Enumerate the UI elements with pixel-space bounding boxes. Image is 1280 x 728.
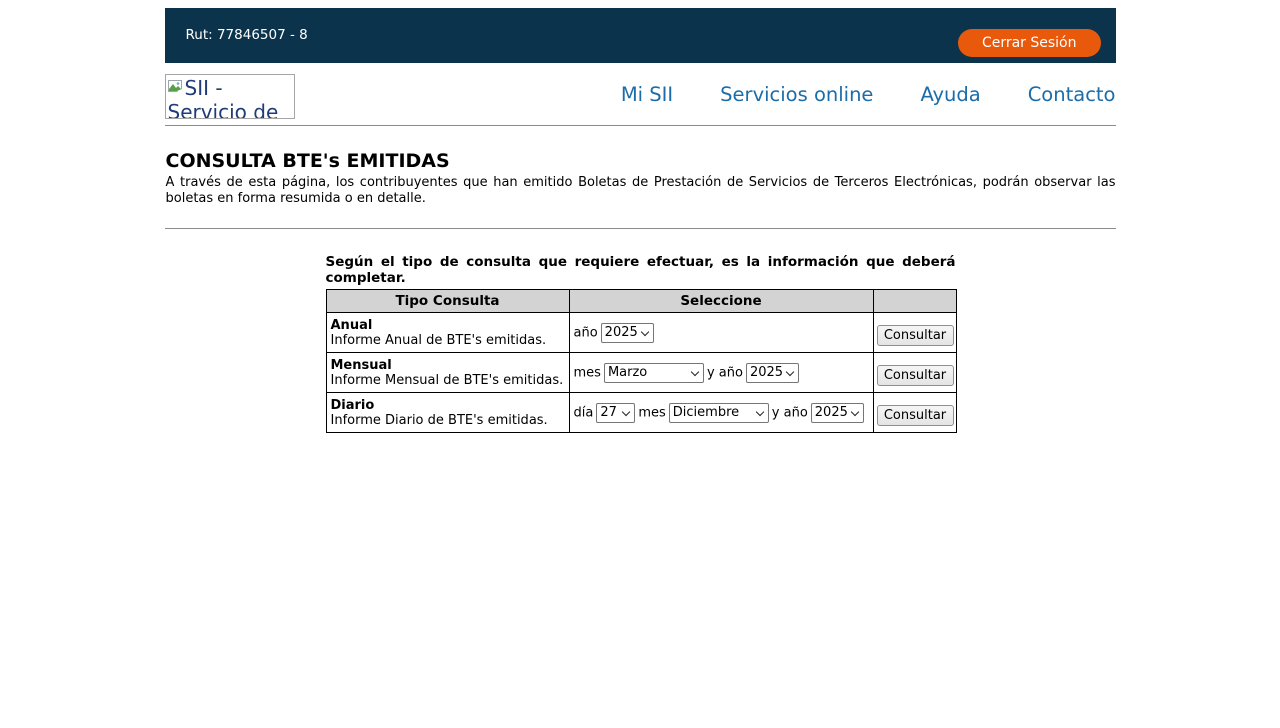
nav-link-contacto[interactable]: Contacto — [1027, 83, 1116, 106]
diario-type-cell — [326, 393, 569, 433]
mensual-type-label: Mensual — [330, 357, 392, 373]
diario-month-label: mes — [638, 405, 666, 420]
sii-logo-broken-image[interactable] — [165, 74, 295, 119]
nav-link-servicios-online[interactable]: Servicios online — [720, 83, 874, 106]
diario-day-label: día — [573, 405, 594, 420]
diario-month-select[interactable] — [669, 403, 769, 423]
anual-consultar-button[interactable]: Consultar — [877, 325, 954, 346]
mensual-select-cell — [569, 353, 873, 393]
anual-description: Informe Anual de BTE's emitidas. — [330, 332, 547, 348]
mensual-year-select[interactable] — [746, 363, 799, 383]
page-description: A través de esta página, los contribuyentes que han emitido Boletas de Prestación de Servicios de Terceros Electrónicas, podrán observar las boletas en forma resumida o en detalle. — [165, 175, 1116, 206]
diario-year-label: y año — [771, 405, 808, 420]
site-header — [165, 63, 1116, 125]
table-row-diario — [326, 393, 956, 433]
logout-button[interactable]: Cerrar Sesión — [958, 29, 1101, 57]
col-header-tipo-consulta: Tipo Consulta — [326, 290, 569, 313]
anual-year-label: año — [573, 325, 598, 340]
mensual-type-cell — [326, 353, 569, 393]
anual-type-cell — [326, 313, 569, 353]
logo-alt-text: SII - Servicio de — [167, 76, 279, 119]
rut-label: Rut: 77846507 - 8 — [185, 27, 308, 43]
page-container — [165, 8, 1116, 433]
col-header-seleccione: Seleccione — [569, 290, 873, 313]
diario-type-label: Diario — [330, 397, 375, 413]
diario-year-select[interactable] — [811, 403, 864, 423]
anual-button-cell — [873, 313, 956, 353]
consulta-section — [326, 255, 956, 433]
mensual-month-select[interactable] — [604, 363, 704, 383]
table-row-anual — [326, 313, 956, 353]
anual-select-cell — [569, 313, 873, 353]
main-nav — [621, 83, 1116, 110]
diario-day-select[interactable] — [596, 403, 635, 423]
diario-button-cell — [873, 393, 956, 433]
col-header-empty — [873, 290, 956, 313]
instruction-text: Según el tipo de consulta que requiere efectuar, es la información que deberá completar. — [325, 254, 956, 286]
broken-image-icon — [168, 80, 184, 95]
nav-link-ayuda[interactable]: Ayuda — [920, 83, 981, 106]
top-bar — [165, 8, 1116, 63]
header-divider — [165, 125, 1116, 126]
table-header-row — [326, 290, 956, 313]
mensual-description: Informe Mensual de BTE's emitidas. — [330, 372, 564, 388]
mensual-year-label: y año — [706, 365, 743, 380]
table-row-mensual — [326, 353, 956, 393]
anual-type-label: Anual — [330, 317, 373, 333]
page-title: CONSULTA BTE's EMITIDAS — [165, 150, 450, 172]
mensual-button-cell — [873, 353, 956, 393]
diario-description: Informe Diario de BTE's emitidas. — [330, 412, 548, 428]
content-divider — [165, 228, 1116, 229]
consulta-table — [326, 289, 957, 433]
mensual-consultar-button[interactable]: Consultar — [877, 365, 954, 386]
nav-link-mi-sii[interactable]: Mi SII — [620, 83, 674, 106]
diario-consultar-button[interactable]: Consultar — [877, 405, 954, 426]
anual-year-select[interactable] — [601, 323, 654, 343]
diario-select-cell — [569, 393, 873, 433]
mensual-month-label: mes — [573, 365, 601, 380]
